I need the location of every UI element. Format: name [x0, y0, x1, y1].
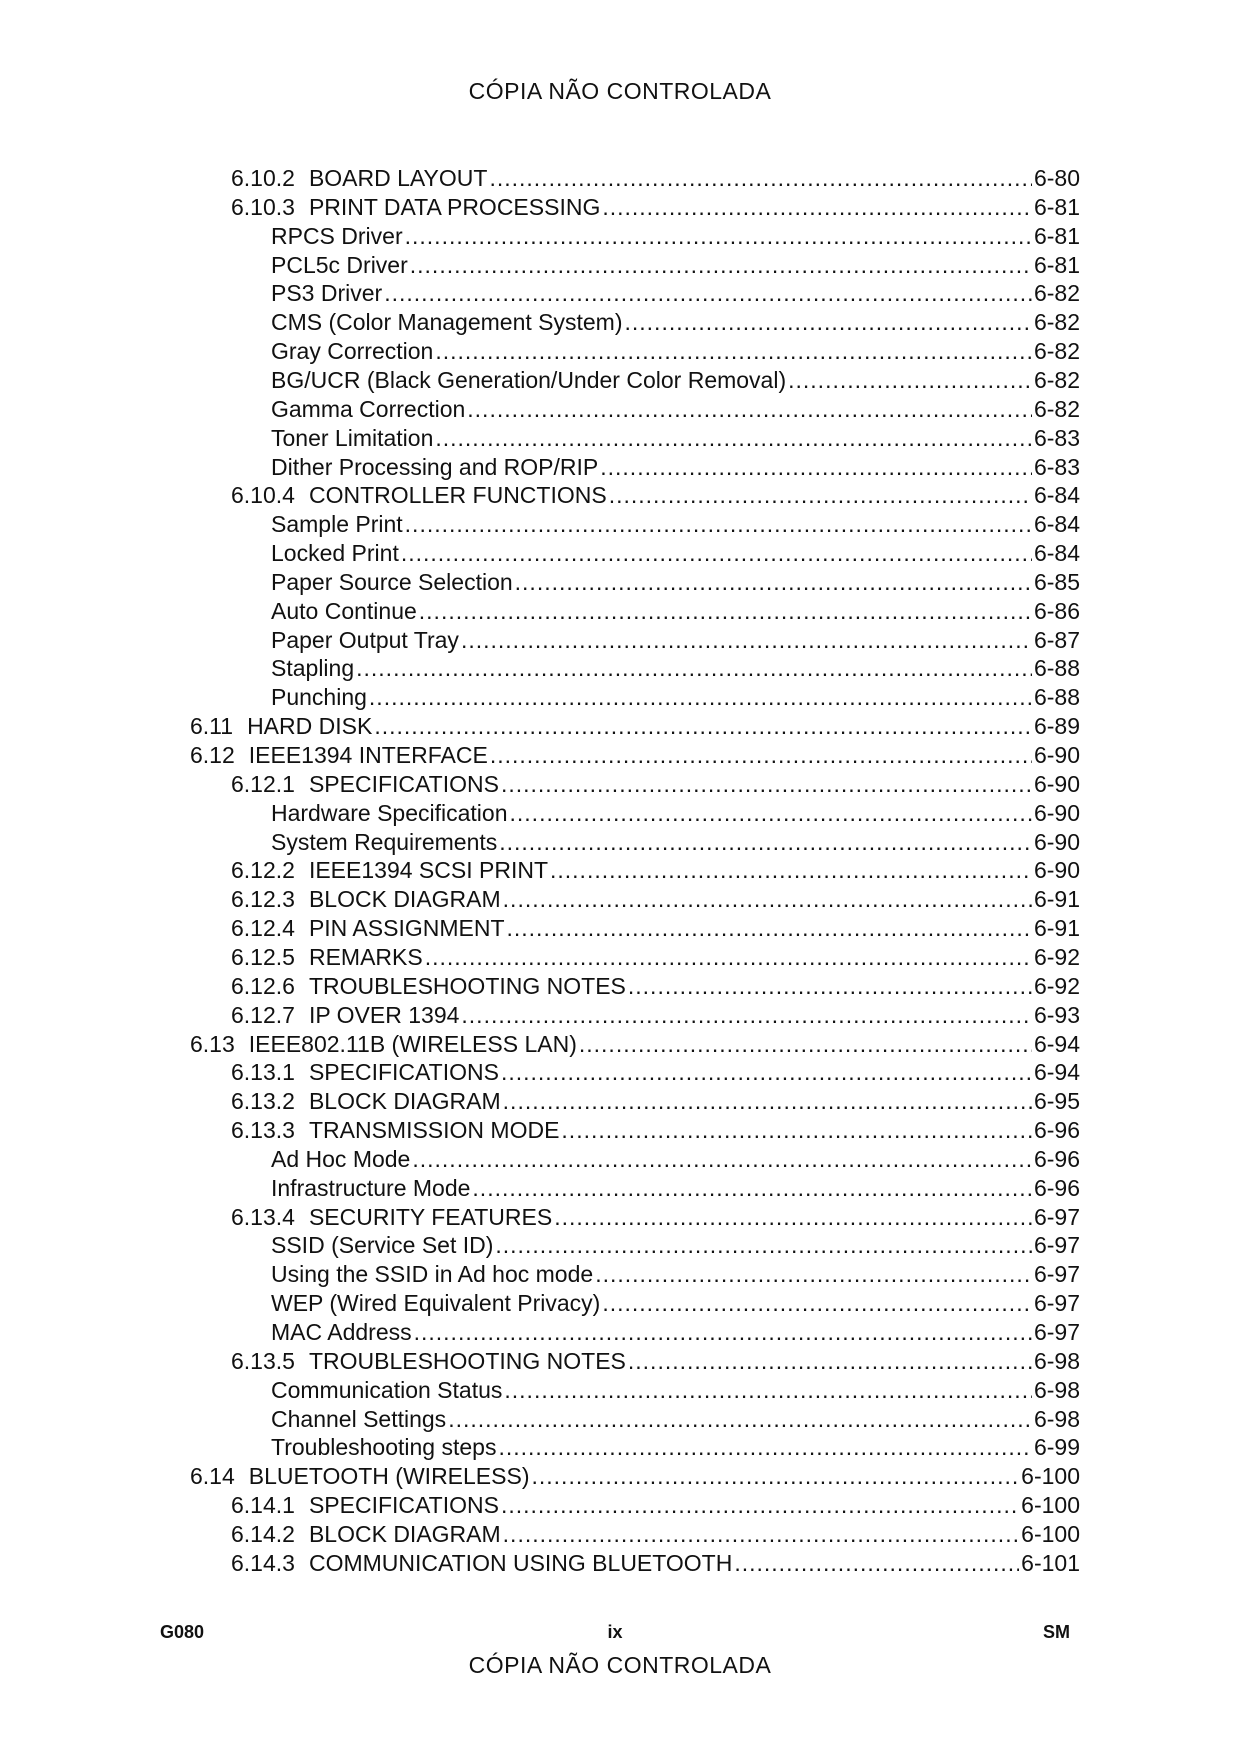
watermark-stamp-top: CÓPIA NÃO CONTROLADA	[468, 78, 772, 104]
toc-entry-title: BLOCK DIAGRAM	[308, 886, 501, 913]
toc-entry[interactable]	[231, 1347, 1080, 1375]
toc-entry-page: 6-90	[1033, 857, 1080, 884]
toc-entry-page: 6-99	[1033, 1434, 1080, 1461]
toc-entry[interactable]	[231, 914, 1080, 942]
toc-entry-number: 6.13.1	[231, 1059, 295, 1086]
toc-entry-page: 6-91	[1033, 915, 1080, 942]
toc-entry[interactable]	[231, 1549, 1080, 1577]
toc-entry-page: 6-85	[1033, 568, 1080, 595]
toc-entry-title: TROUBLESHOOTING NOTES	[308, 1347, 626, 1374]
toc-entry-title: MAC Address	[271, 1319, 412, 1345]
toc-entry-title: IEEE802.11B (WIRELESS LAN)	[248, 1030, 577, 1057]
toc-dot-leader	[609, 481, 1032, 509]
toc-entry-number: 6.12.4	[231, 915, 295, 942]
toc-entry-page: 6-100	[1021, 1520, 1080, 1547]
toc-entry-number: 6.12	[190, 742, 235, 768]
toc-entry-page: 6-95	[1033, 1088, 1080, 1115]
toc-entry-number: 6.12.1	[231, 770, 295, 797]
toc-entry-page: 6-84	[1033, 540, 1080, 567]
toc-entry-title: RPCS Driver	[271, 222, 403, 249]
toc-entry-title: Using the SSID in Ad hoc mode	[271, 1261, 594, 1288]
toc-entry-title: Infrastructure Mode	[271, 1174, 471, 1201]
toc-entry-number: 6.12.3	[231, 886, 295, 913]
toc-dot-leader	[561, 1116, 1032, 1144]
toc-dot-leader	[489, 164, 1032, 192]
toc-entry-page: 6-98	[1033, 1405, 1080, 1432]
toc-entry-title: Gamma Correction	[271, 395, 466, 422]
toc-entry[interactable]	[271, 251, 1080, 279]
toc-dot-leader	[401, 539, 1032, 567]
toc-dot-leader	[515, 568, 1032, 596]
toc-dot-leader	[501, 1058, 1032, 1086]
toc-dot-leader	[425, 943, 1032, 971]
toc-entry-page: 6-89	[1033, 713, 1080, 740]
page-footer	[160, 1622, 1070, 1646]
toc-entry-title: Troubleshooting steps	[271, 1434, 497, 1461]
toc-entry-number: 6.14.3	[231, 1549, 295, 1576]
toc-dot-leader	[498, 1433, 1032, 1461]
toc-entry[interactable]	[231, 1491, 1080, 1519]
toc-dot-leader	[410, 251, 1032, 279]
toc-entry[interactable]	[271, 683, 1080, 711]
toc-dot-leader	[405, 222, 1032, 250]
toc-entry[interactable]	[271, 539, 1080, 567]
toc-entry[interactable]	[271, 1260, 1080, 1288]
toc-entry-number: 6.10.2	[231, 165, 295, 191]
toc-entry-title: SSID (Service Set ID)	[271, 1232, 494, 1259]
toc-entry[interactable]	[271, 1318, 1080, 1346]
toc-entry-title: BOARD LAYOUT	[308, 165, 488, 191]
toc-dot-leader	[600, 453, 1032, 481]
toc-entry[interactable]	[231, 193, 1080, 221]
toc-entry[interactable]	[271, 279, 1080, 307]
toc-entry-number: 6.12.2	[231, 857, 295, 884]
toc-entry-page: 6-92	[1033, 943, 1080, 970]
toc-entry-page: 6-96	[1033, 1145, 1080, 1172]
toc-entry-title: Gray Correction	[271, 338, 434, 365]
toc-entry-page: 6-96	[1033, 1117, 1080, 1144]
toc-entry-number: 6.13.3	[231, 1117, 295, 1144]
toc-entry-page: 6-87	[1033, 626, 1080, 653]
toc-entry[interactable]	[271, 1231, 1080, 1259]
toc-entry-number: 6.13.4	[231, 1203, 295, 1230]
toc-entry[interactable]	[271, 1145, 1080, 1173]
toc-entry-title: Sample Print	[271, 511, 403, 538]
toc-dot-leader	[554, 1203, 1032, 1231]
toc-entry-number: 6.13	[190, 1030, 235, 1057]
toc-entry[interactable]	[231, 164, 1080, 192]
toc-entry-number: 6.10.4	[231, 482, 295, 509]
toc-entry-number: 6.12.6	[231, 972, 295, 999]
toc-entry-title: Channel Settings	[271, 1405, 447, 1432]
toc-entry[interactable]	[231, 770, 1080, 798]
toc-entry-page: 6-88	[1033, 684, 1080, 711]
toc-entry-page: 6-94	[1033, 1030, 1080, 1057]
toc-entry-page: 6-90	[1033, 742, 1080, 768]
toc-entry-title: Hardware Specification	[271, 799, 508, 826]
toc-dot-leader	[595, 1260, 1032, 1288]
footer-model-code: G080	[160, 1622, 205, 1642]
toc-entry[interactable]	[190, 1030, 1080, 1058]
toc-entry-page: 6-90	[1033, 770, 1080, 797]
toc-entry[interactable]	[231, 972, 1080, 1000]
toc-entry-page: 6-97	[1033, 1261, 1080, 1288]
toc-entry-page: 6-81	[1033, 193, 1080, 220]
toc-entry-title: SPECIFICATIONS	[308, 1059, 499, 1086]
toc-dot-leader	[550, 856, 1032, 884]
toc-entry-page: 6-84	[1033, 482, 1080, 509]
toc-entry-title: Ad Hoc Mode	[271, 1145, 411, 1172]
toc-entry[interactable]	[271, 453, 1080, 481]
toc-entry-page: 6-98	[1033, 1376, 1080, 1403]
toc-entry-number: 6.14	[190, 1463, 235, 1490]
toc-entry-title: REMARKS	[308, 943, 423, 970]
toc-entry-page: 6-97	[1033, 1232, 1080, 1259]
toc-entry-page: 6-83	[1033, 453, 1080, 480]
toc-entry-title: Punching	[271, 684, 367, 711]
toc-dot-leader	[499, 828, 1032, 856]
toc-entry[interactable]	[231, 856, 1080, 884]
toc-entry-page: 6-81	[1033, 222, 1080, 249]
toc-entry[interactable]	[231, 1001, 1080, 1029]
toc-entry-page: 6-98	[1033, 1347, 1080, 1374]
toc-entry-page: 6-82	[1033, 309, 1080, 336]
toc-entry-title: TROUBLESHOOTING NOTES	[308, 972, 626, 999]
toc-dot-leader	[532, 1462, 1020, 1490]
toc-entry-number: 6.13.5	[231, 1347, 295, 1374]
toc-entry[interactable]	[271, 308, 1080, 336]
toc-entry-page: 6-100	[1021, 1492, 1080, 1519]
toc-entry[interactable]	[190, 741, 1080, 769]
toc-entry[interactable]	[271, 799, 1080, 827]
toc-entry-title: COMMUNICATION USING BLUETOOTH	[308, 1549, 733, 1576]
toc-entry-page: 6-82	[1033, 280, 1080, 307]
toc-entry-title: Paper Source Selection	[271, 568, 513, 595]
toc-entry-title: IEEE1394 SCSI PRINT	[308, 857, 548, 884]
toc-entry-title: PIN ASSIGNMENT	[308, 915, 505, 942]
toc-entry-page: 6-91	[1033, 886, 1080, 913]
toc-entry[interactable]	[271, 337, 1080, 365]
toc-dot-leader	[412, 1145, 1032, 1173]
toc-entry[interactable]	[271, 395, 1080, 423]
toc-entry[interactable]	[190, 1462, 1080, 1490]
toc-entry-page: 6-97	[1033, 1290, 1080, 1317]
toc-dot-leader	[461, 1001, 1032, 1029]
toc-entry[interactable]	[271, 828, 1080, 856]
toc-dot-leader	[734, 1549, 1019, 1577]
toc-entry-title: Paper Output Tray	[271, 626, 459, 653]
toc-entry[interactable]	[271, 568, 1080, 596]
toc-entry[interactable]	[231, 1058, 1080, 1086]
toc-dot-leader	[510, 799, 1032, 827]
toc-dot-leader	[435, 424, 1032, 452]
toc-dot-leader	[501, 770, 1032, 798]
toc-dot-leader	[374, 712, 1032, 740]
toc-entry[interactable]	[271, 654, 1080, 682]
toc-entry-title: PRINT DATA PROCESSING	[308, 193, 601, 220]
toc-entry-title: CONTROLLER FUNCTIONS	[308, 482, 607, 509]
toc-entry-title: SPECIFICATIONS	[308, 1492, 499, 1519]
toc-entry-title: BG/UCR (Black Generation/Under Color Removal)	[271, 366, 787, 393]
toc-dot-leader	[602, 1289, 1032, 1317]
toc-entry-number: 6.11	[190, 713, 234, 740]
toc-dot-leader	[788, 366, 1032, 394]
toc-entry[interactable]	[271, 1174, 1080, 1202]
toc-entry-number: 6.13.2	[231, 1088, 295, 1115]
toc-entry[interactable]	[231, 1203, 1080, 1231]
toc-dot-leader	[369, 683, 1032, 711]
toc-entry-title: IP OVER 1394	[308, 1001, 460, 1028]
toc-dot-leader	[507, 914, 1032, 942]
toc-entry-title: PS3 Driver	[271, 280, 383, 307]
toc-entry-title: SPECIFICATIONS	[308, 770, 499, 797]
toc-dot-leader	[435, 337, 1032, 365]
toc-dot-leader	[490, 741, 1032, 769]
toc-dot-leader	[503, 1087, 1032, 1115]
toc-entry[interactable]	[231, 885, 1080, 913]
toc-entry[interactable]	[190, 712, 1080, 740]
toc-entry[interactable]	[231, 481, 1080, 509]
footer-page-number: ix	[607, 1622, 623, 1642]
toc-entry-number: 6.12.5	[231, 943, 295, 970]
toc-entry-title: System Requirements	[271, 828, 498, 855]
toc-entry[interactable]	[231, 1116, 1080, 1144]
toc-entry-page: 6-80	[1033, 165, 1080, 191]
toc-entry-page: 6-82	[1033, 338, 1080, 365]
toc-entry-title: HARD DISK	[247, 713, 373, 740]
toc-entry-page: 6-84	[1033, 511, 1080, 538]
toc-dot-leader	[628, 1347, 1032, 1375]
toc-dot-leader	[501, 1491, 1019, 1519]
toc-dot-leader	[495, 1231, 1032, 1259]
toc-entry[interactable]	[271, 626, 1080, 654]
toc-entry-title: SECURITY FEATURES	[308, 1203, 553, 1230]
toc-entry-page: 6-96	[1033, 1174, 1080, 1201]
toc-entry-page: 6-97	[1033, 1203, 1080, 1230]
toc-dot-leader	[461, 626, 1032, 654]
toc-entry-page: 6-83	[1033, 424, 1080, 451]
toc-dot-leader	[579, 1030, 1032, 1058]
toc-entry[interactable]	[271, 424, 1080, 452]
toc-entry-page: 6-81	[1033, 251, 1080, 278]
toc-entry[interactable]	[271, 222, 1080, 250]
toc-entry-page: 6-101	[1021, 1549, 1080, 1576]
toc-entry-page: 6-93	[1033, 1001, 1080, 1028]
toc-entry-page: 6-90	[1033, 799, 1080, 826]
toc-entry-title: Toner Limitation	[271, 424, 434, 451]
toc-entry-page: 6-82	[1033, 395, 1080, 422]
toc-entry-title: PCL5c Driver	[271, 251, 408, 278]
toc-entry[interactable]	[231, 1087, 1080, 1115]
toc-entry-title: Stapling	[271, 655, 355, 682]
toc-entry-title: BLUETOOTH (WIRELESS)	[248, 1463, 530, 1490]
toc-entry-title: BLOCK DIAGRAM	[308, 1520, 501, 1547]
toc-entry-title: CMS (Color Management System)	[271, 309, 623, 336]
toc-entry-title: Locked Print	[271, 540, 399, 567]
toc-entry-number: 6.10.3	[231, 193, 295, 220]
toc-entry[interactable]	[231, 943, 1080, 971]
toc-entry[interactable]	[271, 510, 1080, 538]
toc-entry[interactable]	[231, 1520, 1080, 1548]
toc-entry-title: IEEE1394 INTERFACE	[248, 742, 488, 768]
toc-dot-leader	[503, 1520, 1020, 1548]
footer-manual-code: SM	[1043, 1622, 1070, 1642]
toc-entry-page: 6-97	[1033, 1319, 1080, 1345]
toc-dot-leader	[504, 1376, 1032, 1404]
toc-entry[interactable]	[271, 1289, 1080, 1317]
toc-dot-leader	[414, 1318, 1032, 1346]
toc-dot-leader	[503, 885, 1032, 913]
toc-dot-leader	[405, 510, 1032, 538]
watermark-stamp-bottom: CÓPIA NÃO CONTROLADA	[468, 1652, 772, 1678]
toc-entry-page: 6-90	[1033, 828, 1080, 855]
toc-entry[interactable]	[271, 1433, 1080, 1461]
toc-entry-number: 6.12.7	[231, 1001, 295, 1028]
toc-entry[interactable]	[271, 366, 1080, 394]
toc-entry-page: 6-88	[1033, 655, 1080, 682]
toc-dot-leader	[628, 972, 1032, 1000]
toc-entry-page: 6-94	[1033, 1059, 1080, 1086]
toc-entry-page: 6-86	[1033, 597, 1080, 624]
toc-entry-title: Communication Status	[271, 1376, 503, 1403]
toc-entry[interactable]	[271, 1376, 1080, 1404]
toc-dot-leader	[625, 308, 1032, 336]
toc-entry[interactable]	[271, 597, 1080, 625]
toc-dot-leader	[384, 279, 1032, 307]
toc-entry-title: TRANSMISSION MODE	[308, 1117, 560, 1144]
toc-entry-title: WEP (Wired Equivalent Privacy)	[271, 1290, 601, 1317]
toc-dot-leader	[602, 193, 1032, 221]
toc-dot-leader	[448, 1405, 1032, 1433]
toc-dot-leader	[419, 597, 1032, 625]
toc-entry-title: BLOCK DIAGRAM	[308, 1088, 501, 1115]
toc-entry-number: 6.14.2	[231, 1520, 295, 1547]
toc-entry-number: 6.14.1	[231, 1492, 295, 1519]
toc-dot-leader	[467, 395, 1032, 423]
toc-dot-leader	[356, 654, 1032, 682]
toc-entry-title: Dither Processing and ROP/RIP	[271, 453, 599, 480]
toc-entry-page: 6-92	[1033, 972, 1080, 999]
toc-dot-leader	[472, 1174, 1032, 1202]
toc-entry-page: 6-100	[1021, 1463, 1080, 1490]
toc-entry-page: 6-82	[1033, 366, 1080, 393]
toc-entry-title: Auto Continue	[271, 597, 417, 624]
toc-entry[interactable]	[271, 1405, 1080, 1433]
